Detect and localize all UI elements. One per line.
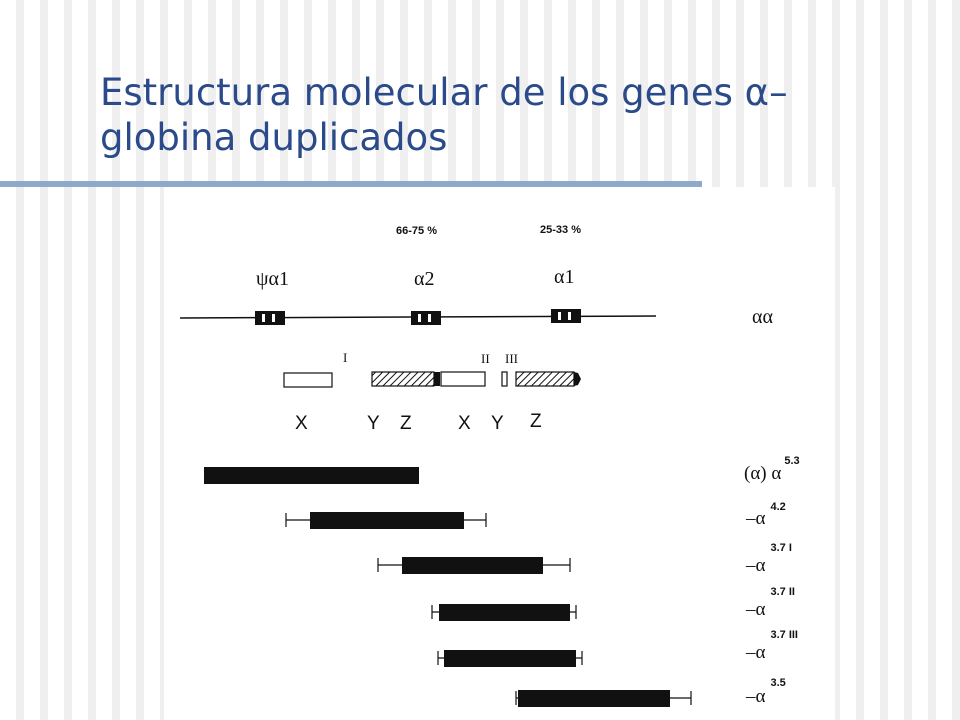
percent-alpha1-label: 25-33 %	[540, 224, 581, 236]
label-y-1: Y	[367, 413, 380, 434]
deletion-label-3-7-II	[745, 586, 795, 620]
deletion-bar-alpha-5-3	[204, 467, 419, 484]
homology-box-yz1-end	[434, 372, 440, 386]
deletion-prefix-4-2: –α	[746, 508, 766, 529]
gene-label-psi-alpha1: ψα1	[256, 268, 289, 290]
roman-label-II: II	[481, 351, 490, 366]
label-y-2: Y	[491, 413, 504, 434]
gene-label-alpha1: α1	[554, 266, 575, 288]
label-x-1: X	[295, 413, 308, 434]
title-line-2: globina duplicados	[100, 116, 448, 159]
gene-block-alpha1	[551, 309, 581, 323]
deletion-prefix-3-7-I: –α	[746, 555, 766, 576]
alpha-globin-deletion-figure	[164, 187, 835, 720]
label-z-2: Z	[530, 411, 542, 432]
title-line-1: Estructura molecular de los genes α–	[100, 71, 788, 114]
deletion-sup-5-3: 5.3	[784, 455, 800, 467]
label-z-1: Z	[400, 413, 412, 434]
deletion-bar-alpha-3-7-III	[438, 650, 582, 667]
label-x-2: X	[458, 413, 471, 434]
deletion-sup-3-7-II: 3.7 II	[770, 586, 795, 598]
roman-label-III: III	[505, 351, 518, 366]
deletion-prefix-3-5: –α	[746, 686, 766, 707]
homology-box-x2	[441, 372, 485, 386]
gene-label-alpha2: α2	[414, 268, 435, 290]
deletion-label-3-7-I	[745, 542, 792, 576]
gene-block-psi-alpha1	[255, 311, 285, 325]
deletion-bar-alpha-3-7-I	[378, 557, 570, 574]
deletion-prefix-5-3: (α) α	[744, 463, 782, 484]
deletion-bar-alpha-4-2	[286, 512, 486, 529]
homology-box-yz2-end	[574, 372, 581, 386]
homology-box-small	[502, 372, 507, 386]
deletion-prefix-3-7-III: –α	[746, 642, 766, 663]
gene-block-alpha2	[411, 311, 441, 325]
deletion-sup-3-7-I: 3.7 I	[770, 542, 792, 554]
deletion-sup-3-5: 3.5	[770, 677, 786, 689]
homology-box-yz2	[516, 372, 574, 386]
deletion-bar-alpha-3-7-II	[432, 604, 576, 621]
deletion-bar-alpha-3-5	[516, 690, 691, 707]
roman-label-I: I	[343, 350, 348, 365]
deletion-sup-3-7-III: 3.7 III	[770, 629, 798, 641]
percent-alpha2-label: 66-75 %	[396, 225, 437, 237]
deletion-label-3-7-III	[745, 629, 798, 663]
haplotype-normal-label: αα	[752, 306, 773, 328]
deletion-label-5-3	[744, 455, 800, 484]
slide-title	[100, 70, 920, 160]
deletion-map-svg	[164, 187, 835, 720]
deletion-prefix-3-7-II: –α	[746, 599, 766, 620]
deletion-label-4-2	[745, 501, 786, 529]
deletion-label-3-5	[745, 677, 786, 707]
homology-box-x1	[284, 373, 332, 387]
homology-box-yz1	[372, 372, 434, 386]
deletion-sup-4-2: 4.2	[770, 501, 786, 513]
